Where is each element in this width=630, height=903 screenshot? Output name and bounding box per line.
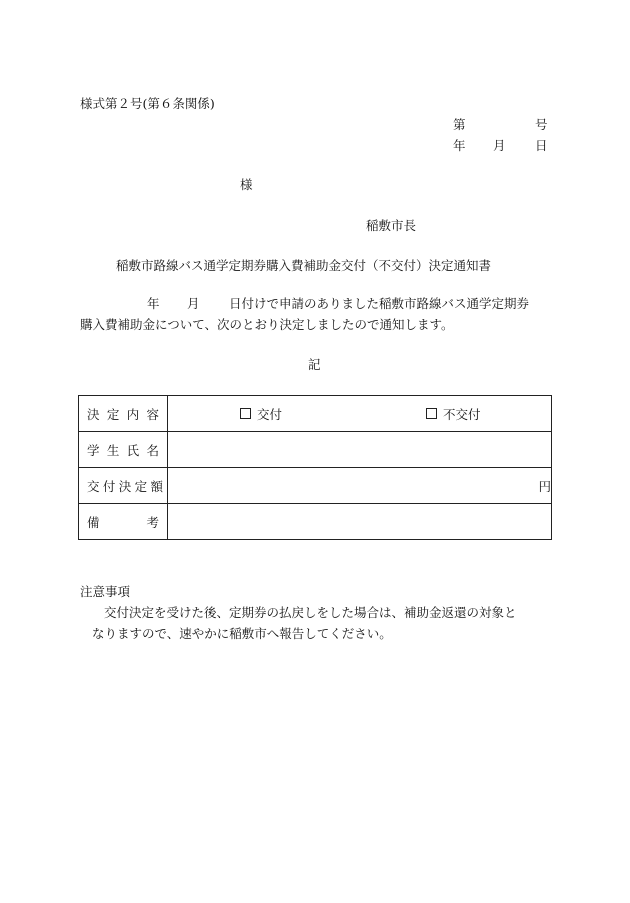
label-char: 額 xyxy=(150,478,163,494)
label-grant-amount xyxy=(79,468,168,504)
body-line-1-text: 日付けで申請のありました稲敷市路線バス通学定期券 xyxy=(229,296,530,311)
remarks-field[interactable] xyxy=(168,504,552,540)
label-char: 内 xyxy=(126,406,140,422)
grant-amount-field[interactable] xyxy=(168,468,552,504)
date-month: 月 xyxy=(493,138,506,153)
label-char: 定 xyxy=(106,406,120,422)
addressee-honorific: 様 xyxy=(240,177,253,192)
form-number: 様式第２号(第６条関係) xyxy=(80,96,215,111)
date-year: 年 xyxy=(453,138,466,153)
grant-checkbox[interactable] xyxy=(240,408,251,419)
date-day: 日 xyxy=(535,138,548,153)
option-grant[interactable] xyxy=(240,405,282,423)
ki-heading: 記 xyxy=(308,357,321,372)
label-decision xyxy=(79,396,168,432)
notes-line-1: 交付決定を受けた後、定期券の払戻しをした場合は、補助金返還の対象と xyxy=(104,605,517,620)
table-row-student xyxy=(79,432,552,468)
body-month: 月 xyxy=(187,296,200,311)
nongrant-checkbox[interactable] xyxy=(426,408,437,419)
label-char: 備 xyxy=(87,514,100,530)
label-remarks xyxy=(79,504,168,540)
label-char: 生 xyxy=(106,442,120,458)
number-suffix: 号 xyxy=(535,117,548,132)
label-char: 付 xyxy=(102,478,116,494)
decision-options-cell xyxy=(168,396,552,432)
label-char: 考 xyxy=(146,514,159,530)
body-year: 年 xyxy=(147,296,160,311)
number-prefix: 第 xyxy=(453,117,466,132)
issuer-name: 稲敷市長 xyxy=(366,218,417,233)
label-char: 決 xyxy=(87,406,100,422)
notes-title: 注意事項 xyxy=(80,584,131,599)
label-char: 交 xyxy=(87,478,100,494)
label-char: 氏 xyxy=(126,442,140,458)
label-char: 名 xyxy=(146,442,159,458)
document-title: 稲敷市路線バス通学定期券購入費補助金交付（不交付）決定通知書 xyxy=(116,258,492,273)
table-row-decision xyxy=(79,396,552,432)
table-row-remarks xyxy=(79,504,552,540)
label-char: 決 xyxy=(118,478,132,494)
student-name-field[interactable] xyxy=(168,432,552,468)
table-row-amount xyxy=(79,468,552,504)
label-char: 容 xyxy=(146,406,159,422)
grant-label: 交付 xyxy=(257,406,283,422)
label-char: 学 xyxy=(87,442,100,458)
notes-line-2: なりますので、速やかに稲敷市へ報告してください。 xyxy=(92,626,392,641)
nongrant-label: 不交付 xyxy=(443,406,481,422)
label-student-name xyxy=(79,432,168,468)
body-line-2: 購入費補助金について、次のとおり決定しましたので通知します。 xyxy=(80,317,454,332)
label-char: 定 xyxy=(134,478,148,494)
option-nongrant[interactable] xyxy=(426,405,481,423)
yen-unit: 円 xyxy=(538,478,551,494)
decision-table xyxy=(78,395,552,540)
